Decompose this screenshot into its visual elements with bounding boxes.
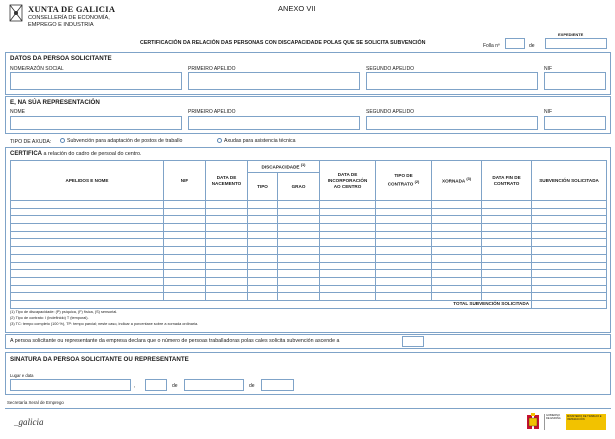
- footnote-1: (1) Tipo de discapacidade: (P) psíquica, (F) física, (S) sensorial.: [10, 310, 118, 314]
- certifica-lead: CERTIFICA: [10, 151, 42, 157]
- col-incorporacion: [320, 161, 376, 201]
- solicitante-apelido1-field[interactable]: [188, 72, 360, 90]
- table-row: [11, 293, 607, 301]
- table-cell[interactable]: [482, 285, 532, 293]
- table-cell[interactable]: [532, 224, 607, 232]
- table-cell[interactable]: [206, 239, 248, 247]
- table-cell[interactable]: [164, 208, 206, 216]
- galicia-logo: [14, 417, 44, 427]
- table-row: [11, 277, 607, 285]
- table-cell[interactable]: [532, 270, 607, 278]
- galicia-underscore: _: [14, 417, 19, 427]
- table-cell[interactable]: [11, 262, 164, 270]
- representacion-apelido2-field[interactable]: [366, 116, 538, 130]
- table-cell[interactable]: [248, 262, 278, 270]
- table-cell[interactable]: [320, 239, 376, 247]
- col-contrato-l2: CONTRATO: [387, 181, 414, 187]
- lugar-data-label: Lugar e data: [10, 373, 34, 378]
- solicitante-nome-field[interactable]: [10, 72, 182, 90]
- table-cell[interactable]: [11, 231, 164, 239]
- solicitante-nif-field[interactable]: [544, 72, 606, 90]
- lugar-field[interactable]: [10, 379, 131, 391]
- table-cell[interactable]: [376, 285, 432, 293]
- table-cell[interactable]: [278, 201, 320, 209]
- table-cell[interactable]: [532, 216, 607, 224]
- table-cell[interactable]: [206, 262, 248, 270]
- table-cell[interactable]: [11, 277, 164, 285]
- dept-line2: EMPREGO E INDUSTRIA: [28, 22, 94, 28]
- logo-name: XUNTA DE GALICIA: [28, 4, 116, 14]
- table-cell[interactable]: [164, 285, 206, 293]
- table-row: [11, 270, 607, 278]
- table-cell[interactable]: [482, 216, 532, 224]
- table-cell[interactable]: [532, 201, 607, 209]
- table-cell[interactable]: [320, 293, 376, 301]
- table-cell[interactable]: [11, 208, 164, 216]
- col-discapacidade: [248, 161, 320, 173]
- solicitante-nif-label: NIF: [544, 66, 553, 72]
- table-cell[interactable]: [248, 239, 278, 247]
- col-xornada-note: (3): [466, 177, 472, 182]
- table-cell[interactable]: [432, 208, 482, 216]
- dept-line1: CONSELLERÍA DE ECONOMÍA,: [28, 15, 110, 21]
- table-cell[interactable]: [11, 247, 164, 255]
- table-cell[interactable]: [11, 216, 164, 224]
- table-cell[interactable]: [482, 270, 532, 278]
- table-cell[interactable]: [164, 247, 206, 255]
- table-row: [11, 262, 607, 270]
- total-field[interactable]: [532, 300, 607, 308]
- table-cell[interactable]: [320, 224, 376, 232]
- folla-number-field[interactable]: [505, 38, 525, 49]
- table-cell[interactable]: [206, 254, 248, 262]
- table-cell[interactable]: [206, 216, 248, 224]
- table-cell[interactable]: [482, 293, 532, 301]
- certifica-body: a relación do cadro de persoal do centro.: [42, 151, 142, 157]
- table-cell[interactable]: [11, 285, 164, 293]
- table-cell[interactable]: [432, 277, 482, 285]
- table-cell[interactable]: [11, 270, 164, 278]
- table-cell[interactable]: [248, 208, 278, 216]
- radio-asistencia-icon[interactable]: [217, 138, 222, 143]
- table-cell[interactable]: [278, 293, 320, 301]
- col-apelidos: APELIDOS E NOME: [11, 161, 164, 201]
- ano-field[interactable]: [261, 379, 294, 391]
- total-label: TOTAL SUBVENCIÓN SOLICITADA: [11, 300, 532, 308]
- table-cell[interactable]: [482, 224, 532, 232]
- folla-label: Folla nº: [483, 43, 500, 49]
- table-cell[interactable]: [164, 293, 206, 301]
- table-cell[interactable]: [11, 201, 164, 209]
- col-subvencion: SUBVENCIÓN SOLICITADA: [532, 161, 607, 201]
- sinatura-title: SINATURA DA PERSOA SOLICITANTE OU REPRESENTANTE: [10, 356, 189, 363]
- col-incorporacion-l1: DATA DE: [337, 171, 358, 177]
- table-cell[interactable]: [11, 239, 164, 247]
- table-cell[interactable]: [320, 262, 376, 270]
- representacion-nif-field[interactable]: [544, 116, 606, 130]
- table-cell[interactable]: [320, 216, 376, 224]
- table-cell[interactable]: [248, 247, 278, 255]
- table-cell[interactable]: [248, 293, 278, 301]
- dia-field[interactable]: [145, 379, 167, 391]
- col-xornada-label: XORNADA: [442, 178, 466, 184]
- table-cell[interactable]: [278, 231, 320, 239]
- table-cell[interactable]: [320, 231, 376, 239]
- table-cell[interactable]: [206, 231, 248, 239]
- table-cell[interactable]: [248, 285, 278, 293]
- table-cell[interactable]: [432, 216, 482, 224]
- table-cell[interactable]: [432, 231, 482, 239]
- table-cell[interactable]: [482, 254, 532, 262]
- declaracion-text: A persoa solicitante ou representante da empresa declara que o número de persoas traballadoras polas cales solicita subvención ascende a: [10, 338, 340, 344]
- footer-divider: [5, 408, 611, 409]
- expediente-field[interactable]: [545, 38, 607, 49]
- table-cell[interactable]: [278, 239, 320, 247]
- table-cell[interactable]: [532, 239, 607, 247]
- table-cell[interactable]: [432, 293, 482, 301]
- axuda-option-asistencia-label: Axudas para asistencia técnica: [224, 138, 296, 144]
- table-cell[interactable]: [532, 208, 607, 216]
- table-row: [11, 224, 607, 232]
- table-cell[interactable]: [206, 201, 248, 209]
- table-cell[interactable]: [432, 247, 482, 255]
- col-nacemento-l2: NACEMENTO: [211, 180, 242, 186]
- representacion-nome-label: NOME: [10, 109, 25, 115]
- folla-de-label: de: [529, 43, 535, 49]
- table-cell[interactable]: [278, 270, 320, 278]
- spain-shield-icon: [526, 413, 540, 431]
- table-cell[interactable]: [376, 224, 432, 232]
- representacion-title: E, NA SÚA REPRESENTACIÓN: [10, 99, 100, 106]
- annex-title: ANEXO VII: [278, 4, 316, 13]
- representacion-apelido1-field[interactable]: [188, 116, 360, 130]
- table-cell[interactable]: [376, 293, 432, 301]
- table-cell[interactable]: [320, 270, 376, 278]
- table-cell[interactable]: [482, 231, 532, 239]
- table-cell[interactable]: [432, 239, 482, 247]
- table-cell[interactable]: [432, 254, 482, 262]
- table-cell[interactable]: [164, 216, 206, 224]
- col-discapacidade-note: (1): [300, 163, 306, 168]
- table-cell[interactable]: [11, 224, 164, 232]
- representacion-apelido2-label: SEGUNDO APELIDO: [366, 109, 415, 115]
- table-cell[interactable]: [376, 247, 432, 255]
- table-row: [11, 247, 607, 255]
- table-cell[interactable]: [320, 247, 376, 255]
- staff-table: [10, 160, 607, 309]
- table-cell[interactable]: [532, 285, 607, 293]
- axuda-option-adaptacion-label: Subvención para adaptación de postos de traballo: [67, 138, 183, 144]
- representacion-apelido1-label: PRIMEIRO APELIDO: [188, 109, 236, 115]
- de-sep-1: de: [172, 383, 178, 389]
- table-cell[interactable]: [164, 277, 206, 285]
- axuda-option-adaptacion[interactable]: [60, 138, 182, 144]
- table-cell[interactable]: [376, 254, 432, 262]
- table-cell[interactable]: [320, 285, 376, 293]
- table-cell[interactable]: [482, 247, 532, 255]
- table-cell[interactable]: [206, 277, 248, 285]
- solicitante-apelido2-field[interactable]: [366, 72, 538, 90]
- representacion-nome-field[interactable]: [10, 116, 182, 130]
- col-tipo: TIPO: [248, 173, 278, 201]
- table-cell[interactable]: [278, 247, 320, 255]
- table-cell[interactable]: [376, 216, 432, 224]
- representacion-nif-label: NIF: [544, 109, 553, 115]
- table-cell[interactable]: [432, 224, 482, 232]
- galicia-logo-text: galicia: [18, 417, 44, 427]
- ministerio-text: MINISTERIO DE TRABAJO E INMIGRACIÓN: [567, 415, 602, 421]
- table-cell[interactable]: [164, 270, 206, 278]
- table-cell[interactable]: [278, 285, 320, 293]
- table-row: [11, 285, 607, 293]
- table-cell[interactable]: [376, 208, 432, 216]
- table-cell[interactable]: [278, 208, 320, 216]
- col-incorporacion-l2: INCORPORACIÓN: [327, 177, 368, 183]
- table-row: [11, 216, 607, 224]
- axuda-option-asistencia[interactable]: [217, 138, 296, 144]
- col-grao: GRAO: [278, 173, 320, 201]
- table-cell[interactable]: [206, 247, 248, 255]
- table-cell[interactable]: [206, 293, 248, 301]
- col-nif: NIF: [164, 161, 206, 201]
- certifica-text: [10, 151, 142, 157]
- col-fin-contrato: [482, 161, 532, 201]
- table-cell[interactable]: [532, 231, 607, 239]
- col-contrato-note: (2): [414, 180, 420, 185]
- table-cell[interactable]: [482, 201, 532, 209]
- table-cell[interactable]: [320, 208, 376, 216]
- col-fin-contrato-l2: CONTRATO: [493, 180, 520, 186]
- xunta-logo: [8, 4, 24, 22]
- axuda-label: TIPO DE AXUDA:: [10, 139, 52, 145]
- table-cell[interactable]: [278, 277, 320, 285]
- col-incorporacion-l3: AO CENTRO: [333, 183, 362, 189]
- table-cell[interactable]: [248, 224, 278, 232]
- ministerio-block: [566, 414, 606, 430]
- table-cell[interactable]: [248, 270, 278, 278]
- solicitante-nome-label: NOME/RAZÓN SOCIAL: [10, 66, 64, 72]
- table-cell[interactable]: [164, 262, 206, 270]
- gobierno-text: GOBIERNO DE ESPAÑA: [546, 414, 561, 420]
- table-cell[interactable]: [278, 254, 320, 262]
- table-cell[interactable]: [320, 254, 376, 262]
- solicitante-apelido2-label: SEGUNDO APELIDO: [366, 66, 415, 72]
- table-cell[interactable]: [432, 270, 482, 278]
- table-cell[interactable]: [376, 277, 432, 285]
- table-cell[interactable]: [482, 208, 532, 216]
- col-xornada: [432, 161, 482, 201]
- table-cell[interactable]: [320, 277, 376, 285]
- solicitante-apelido1-label: PRIMEIRO APELIDO: [188, 66, 236, 72]
- table-cell[interactable]: [164, 231, 206, 239]
- table-cell[interactable]: [11, 254, 164, 262]
- table-cell[interactable]: [248, 231, 278, 239]
- table-row: [11, 254, 607, 262]
- table-cell[interactable]: [164, 239, 206, 247]
- table-cell[interactable]: [248, 277, 278, 285]
- declaracion-count-field[interactable]: [402, 336, 424, 347]
- de-sep-2: de: [249, 383, 255, 389]
- table-cell[interactable]: [278, 216, 320, 224]
- radio-adaptacion-icon[interactable]: [60, 138, 65, 143]
- form-title: CERTIFICACIÓN DA RELACIÓN DAS PERSONAS CON DISCAPACIDADE POLAS QUE SE SOLICITA SUBVENCIÓN: [140, 40, 426, 46]
- table-cell[interactable]: [376, 201, 432, 209]
- solicitante-title: DATOS DA PERSOA SOLICITANTE: [10, 55, 112, 62]
- table-cell[interactable]: [482, 277, 532, 285]
- col-contrato: [376, 161, 432, 201]
- table-cell[interactable]: [482, 239, 532, 247]
- table-row: [11, 239, 607, 247]
- gobierno-block: [544, 414, 564, 430]
- col-contrato-l1: TIPO DE: [394, 173, 413, 179]
- table-cell[interactable]: [432, 201, 482, 209]
- table-cell[interactable]: [248, 254, 278, 262]
- table-cell[interactable]: [482, 262, 532, 270]
- table-cell[interactable]: [248, 216, 278, 224]
- table-cell[interactable]: [206, 285, 248, 293]
- table-cell[interactable]: [432, 285, 482, 293]
- table-cell[interactable]: [164, 254, 206, 262]
- table-cell[interactable]: [532, 293, 607, 301]
- col-discapacidade-label: DISCAPACIDADE: [261, 164, 300, 170]
- table-cell[interactable]: [206, 224, 248, 232]
- col-fin-contrato-l1: DATA FIN DE: [492, 174, 521, 180]
- table-cell[interactable]: [248, 201, 278, 209]
- table-cell[interactable]: [206, 270, 248, 278]
- table-cell[interactable]: [432, 262, 482, 270]
- table-cell[interactable]: [376, 262, 432, 270]
- table-cell[interactable]: [278, 262, 320, 270]
- table-row: [11, 208, 607, 216]
- table-cell[interactable]: [376, 231, 432, 239]
- table-cell[interactable]: [532, 262, 607, 270]
- table-row: [11, 201, 607, 209]
- footnote-2: (2) Tipo de contrato: I (indefinido) T (temporal).: [10, 316, 89, 320]
- table-cell[interactable]: [320, 201, 376, 209]
- table-cell[interactable]: [164, 224, 206, 232]
- col-nacemento: [206, 161, 248, 201]
- table-cell[interactable]: [532, 247, 607, 255]
- table-row: [11, 231, 607, 239]
- table-cell[interactable]: [11, 293, 164, 301]
- secretaria-label: Secretaría Xeral de Emprego: [7, 400, 64, 405]
- col-nacemento-l1: DATA DE: [216, 174, 237, 180]
- expediente-label: EXPEDIENTE: [558, 32, 584, 37]
- table-cell[interactable]: [532, 254, 607, 262]
- table-cell[interactable]: [376, 270, 432, 278]
- table-cell[interactable]: [532, 277, 607, 285]
- table-cell[interactable]: [206, 208, 248, 216]
- table-cell[interactable]: [376, 239, 432, 247]
- table-cell[interactable]: [164, 201, 206, 209]
- mes-field[interactable]: [184, 379, 244, 391]
- table-cell[interactable]: [278, 224, 320, 232]
- comma-sep: ,: [134, 383, 136, 389]
- footnote-3: (3) TC: tempo completo (100 %), TP: tempo parcial; neste caso, indicar a porcentaxe sobre a xornada ordinaria.: [10, 322, 199, 326]
